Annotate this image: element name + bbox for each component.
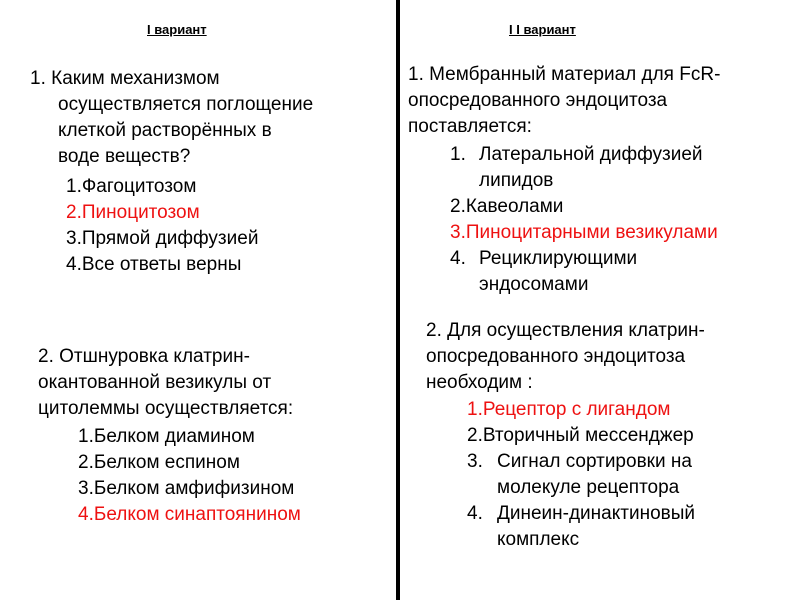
variant-1-title: I вариант	[147, 22, 207, 37]
right-q1-line2: опосредованного эндоцитоза	[408, 90, 668, 111]
right-q1-option-3-correct: 3.Пиноцитарными везикулами	[450, 222, 718, 243]
variant-2-title: I I вариант	[509, 22, 576, 37]
left-q1-line1: 1. Каким механизмом	[30, 68, 220, 89]
right-q1-option-2: 2.Кавеолами	[450, 196, 564, 217]
left-q2-stem	[38, 344, 293, 422]
column-divider	[396, 0, 400, 600]
right-q2-line2: опосредованного эндоцитоза	[426, 346, 686, 367]
left-q1-option-4: 4.Все ответы верны	[66, 254, 242, 275]
right-q2-option-4: 4. Динеин-динактиновый комплекс	[467, 503, 695, 550]
right-q1-options	[450, 142, 718, 298]
left-q1-line3: клеткой растворённых в	[58, 120, 272, 141]
right-q2-stem	[426, 318, 705, 396]
left-q1-line4: воде веществ?	[58, 146, 191, 167]
left-q1-option-3: 3.Прямой диффузией	[66, 228, 259, 249]
left-q2-option-1: 1.Белком диамином	[78, 426, 255, 447]
right-q1-option-1: 1. Латеральной диффузией липидов	[450, 144, 703, 191]
left-q1-options	[66, 174, 258, 278]
right-q2-option-2: 2.Вторичный мессенджер	[467, 425, 694, 446]
left-q2-line1: 2. Отшнуровка клатрин-	[38, 346, 250, 367]
left-q1-line2: осуществляется поглощение	[58, 94, 314, 115]
left-q2-line3: цитолеммы осуществляется:	[38, 398, 294, 419]
right-q1-line1: 1. Мембранный материал для FcR-	[408, 64, 721, 85]
left-q1-option-1: 1.Фагоцитозом	[66, 176, 197, 197]
right-q2-option-3: 3. Сигнал сортировки на молекуле рецептора	[467, 451, 692, 498]
right-q2-options	[467, 397, 695, 553]
left-q2-option-2: 2.Белком еспином	[78, 452, 240, 473]
right-q1-stem	[408, 62, 720, 140]
right-q2-line3: необходим :	[426, 372, 533, 393]
right-q1-option-4: 4. Рециклирующими эндосомами	[450, 248, 638, 295]
left-q1-stem	[30, 66, 313, 170]
left-q2-line2: окантованной везикулы от	[38, 372, 272, 393]
right-q2-line1: 2. Для осуществления клатрин-	[426, 320, 705, 341]
right-q2-option-1-correct: 1.Рецептор с лигандом	[467, 399, 671, 420]
left-q2-options	[78, 424, 301, 528]
right-q1-line3: поставляется:	[408, 116, 532, 137]
left-q2-option-4-correct: 4.Белком синаптоянином	[78, 504, 301, 525]
left-q2-option-3: 3.Белком амфифизином	[78, 478, 295, 499]
left-q1-option-2-correct: 2.Пиноцитозом	[66, 202, 200, 223]
